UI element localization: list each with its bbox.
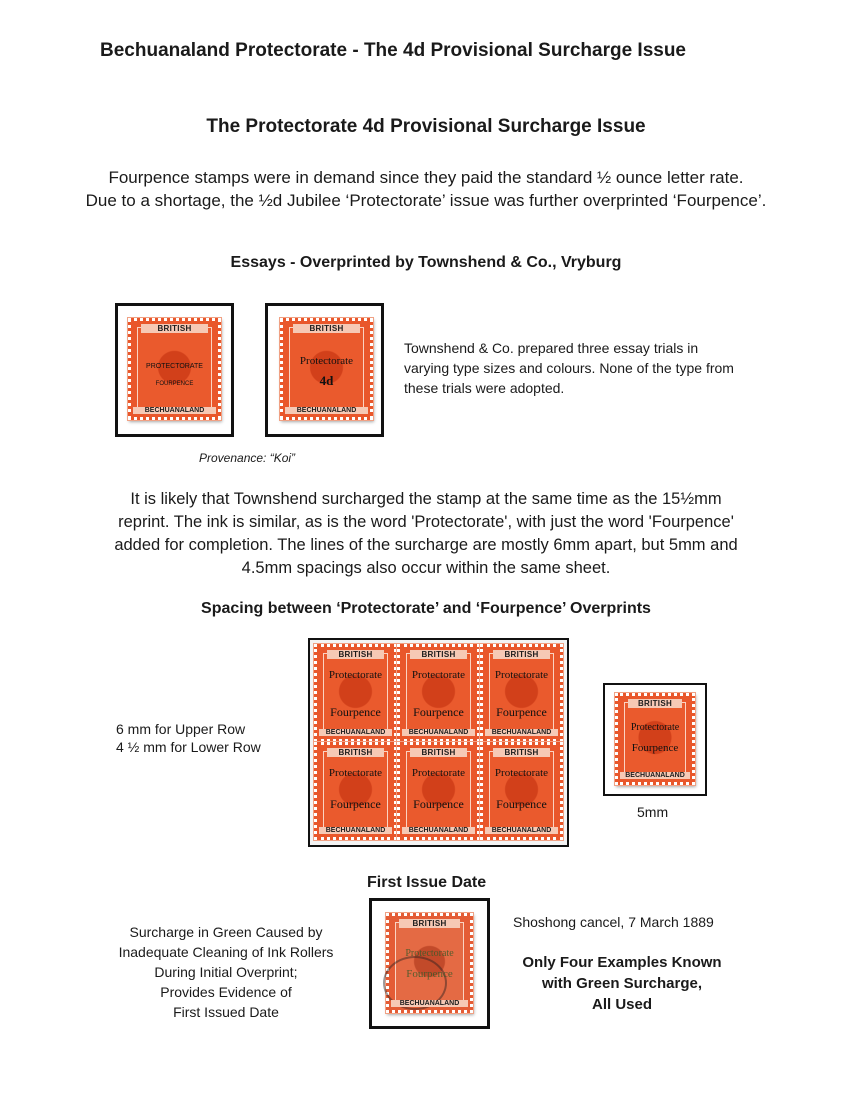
green-surcharge-stamp — [386, 913, 473, 1013]
stamp-top-label: BRITISH — [410, 650, 467, 659]
overprint-fourpence: Fourpence — [330, 797, 381, 811]
explanation-line-5: First Issued Date — [173, 1004, 279, 1020]
block-of-six — [314, 644, 563, 841]
stamp-bottom-label: BECHUANALAND — [285, 407, 368, 414]
spacing-label-upper: 6 mm for Upper Row — [116, 721, 246, 737]
stamp-bottom-label: BECHUANALAND — [402, 729, 475, 736]
first-issue-heading: First Issue Date — [367, 874, 487, 891]
overprint-fourpence: Fourpence — [413, 705, 464, 719]
essay-stamp-frame-1 — [115, 303, 234, 437]
explanation-line-1: Surcharge in Green Caused by — [129, 924, 323, 940]
green-surcharge-frame — [369, 898, 490, 1029]
block-stamp — [314, 742, 397, 840]
block-of-six-frame — [308, 638, 569, 847]
cancel-note: Shoshong cancel, 7 March 1889 — [513, 914, 714, 930]
essay2-overprint-value: 4d — [319, 373, 334, 388]
explanation-line-2: Inadequate Cleaning of Ink Rollers — [118, 944, 334, 960]
analysis-line-3: added for completion. The lines of the surcharge are mostly 6mm apart, but 5mm and — [114, 536, 738, 554]
essay1-overprint-line2: FOURPENCE — [155, 381, 194, 387]
stamp-top-label: BRITISH — [293, 324, 360, 333]
essays-heading: Essays - Overprinted by Townshend & Co., Vryburg — [230, 254, 622, 271]
single-stamp-caption: 5mm — [637, 804, 669, 820]
page-title: Bechuanaland Protectorate - The 4d Provisional Surcharge Issue — [100, 40, 687, 61]
overprint-fourpence: Fourpence — [631, 742, 679, 754]
stamp-top-label: BRITISH — [141, 324, 208, 333]
stamp-top-label: BRITISH — [399, 919, 460, 928]
block-stamp — [397, 644, 480, 742]
essay-stamp-1 — [128, 318, 221, 420]
spacing-heading: Spacing between ‘Protectorate’ and ‘Fourpence’ Overprints — [201, 600, 651, 617]
overprint-protectorate: Protectorate — [494, 669, 549, 681]
green-overprint-fourpence: Fourpence — [406, 968, 453, 980]
stamp-top-label: BRITISH — [493, 748, 550, 757]
stamp-top-label: BRITISH — [493, 650, 550, 659]
overprint-protectorate: Protectorate — [328, 669, 383, 681]
stamp-top-label: BRITISH — [628, 699, 682, 708]
stamp-top-label: BRITISH — [327, 748, 384, 757]
stamp-bottom-label: BECHUANALAND — [485, 729, 558, 736]
known-line-1: Only Four Examples Known — [522, 954, 722, 971]
spacing-label-lower: 4 ½ mm for Lower Row — [116, 739, 261, 755]
stamp-bottom-label: BECHUANALAND — [485, 827, 558, 834]
block-stamp — [314, 644, 397, 742]
green-overprint-protectorate: Protectorate — [405, 948, 454, 959]
overprint-protectorate: Protectorate — [630, 722, 680, 733]
section-title: The Protectorate 4d Provisional Surcharge Issue — [206, 116, 646, 137]
overprint-fourpence: Fourpence — [413, 797, 464, 811]
explanation-line-3: During Initial Overprint; — [154, 964, 298, 980]
essay2-overprint-line1: Protectorate — [299, 355, 354, 367]
intro-line-1: Fourpence stamps were in demand since they paid the standard ½ ounce letter rate. — [108, 168, 744, 187]
stamp-bottom-label: BECHUANALAND — [319, 729, 392, 736]
single-stamp-5mm — [615, 693, 695, 785]
known-line-2: with Green Surcharge, — [541, 975, 703, 992]
green-surcharge-explanation — [104, 922, 348, 1022]
overprint-fourpence: Fourpence — [330, 705, 381, 719]
overprint-protectorate: Protectorate — [411, 767, 466, 779]
analysis-paragraph — [0, 488, 852, 580]
stamp-bottom-label: BECHUANALAND — [319, 827, 392, 834]
stamp-top-label: BRITISH — [327, 650, 384, 659]
stamp-bottom-label: BECHUANALAND — [133, 407, 216, 414]
intro-line-2: Due to a shortage, the ½d Jubilee ‘Protectorate’ issue was further overprinted ‘Fourpence’. — [85, 191, 767, 210]
block-stamp — [397, 742, 480, 840]
analysis-line-1: It is likely that Townshend surcharged the stamp at the same time as the 15½mm — [130, 490, 722, 508]
block-stamp — [480, 742, 563, 840]
overprint-fourpence: Fourpence — [496, 705, 547, 719]
single-stamp-frame — [603, 683, 707, 796]
analysis-line-4: 4.5mm spacings also occur within the same sheet. — [241, 559, 611, 577]
block-stamp — [480, 644, 563, 742]
stamp-bottom-label: BECHUANALAND — [402, 827, 475, 834]
essays-description: Townshend & Co. prepared three essay trials in varying type sizes and colours. None of the type from these trials were adopted. — [404, 340, 734, 396]
stamp-top-label: BRITISH — [410, 748, 467, 757]
overprint-fourpence: Fourpence — [496, 797, 547, 811]
explanation-line-4: Provides Evidence of — [160, 984, 292, 1000]
intro-paragraph — [0, 166, 852, 212]
overprint-protectorate: Protectorate — [328, 767, 383, 779]
provenance-caption: Provenance: “Koi” — [199, 451, 296, 465]
essay1-overprint-line1: PROTECTORATE — [146, 363, 203, 370]
known-line-3: All Used — [591, 996, 652, 1013]
analysis-line-2: reprint. The ink is similar, as is the word 'Protectorate', with just the word 'Fourpence' — [118, 513, 734, 531]
essay-stamp-2 — [280, 318, 373, 420]
stamp-bottom-label: BECHUANALAND — [391, 1000, 468, 1007]
overprint-protectorate: Protectorate — [411, 669, 466, 681]
essay-stamp-frame-2 — [265, 303, 384, 437]
known-examples-note — [494, 952, 750, 1015]
stamp-bottom-label: BECHUANALAND — [620, 772, 690, 779]
overprint-protectorate: Protectorate — [494, 767, 549, 779]
